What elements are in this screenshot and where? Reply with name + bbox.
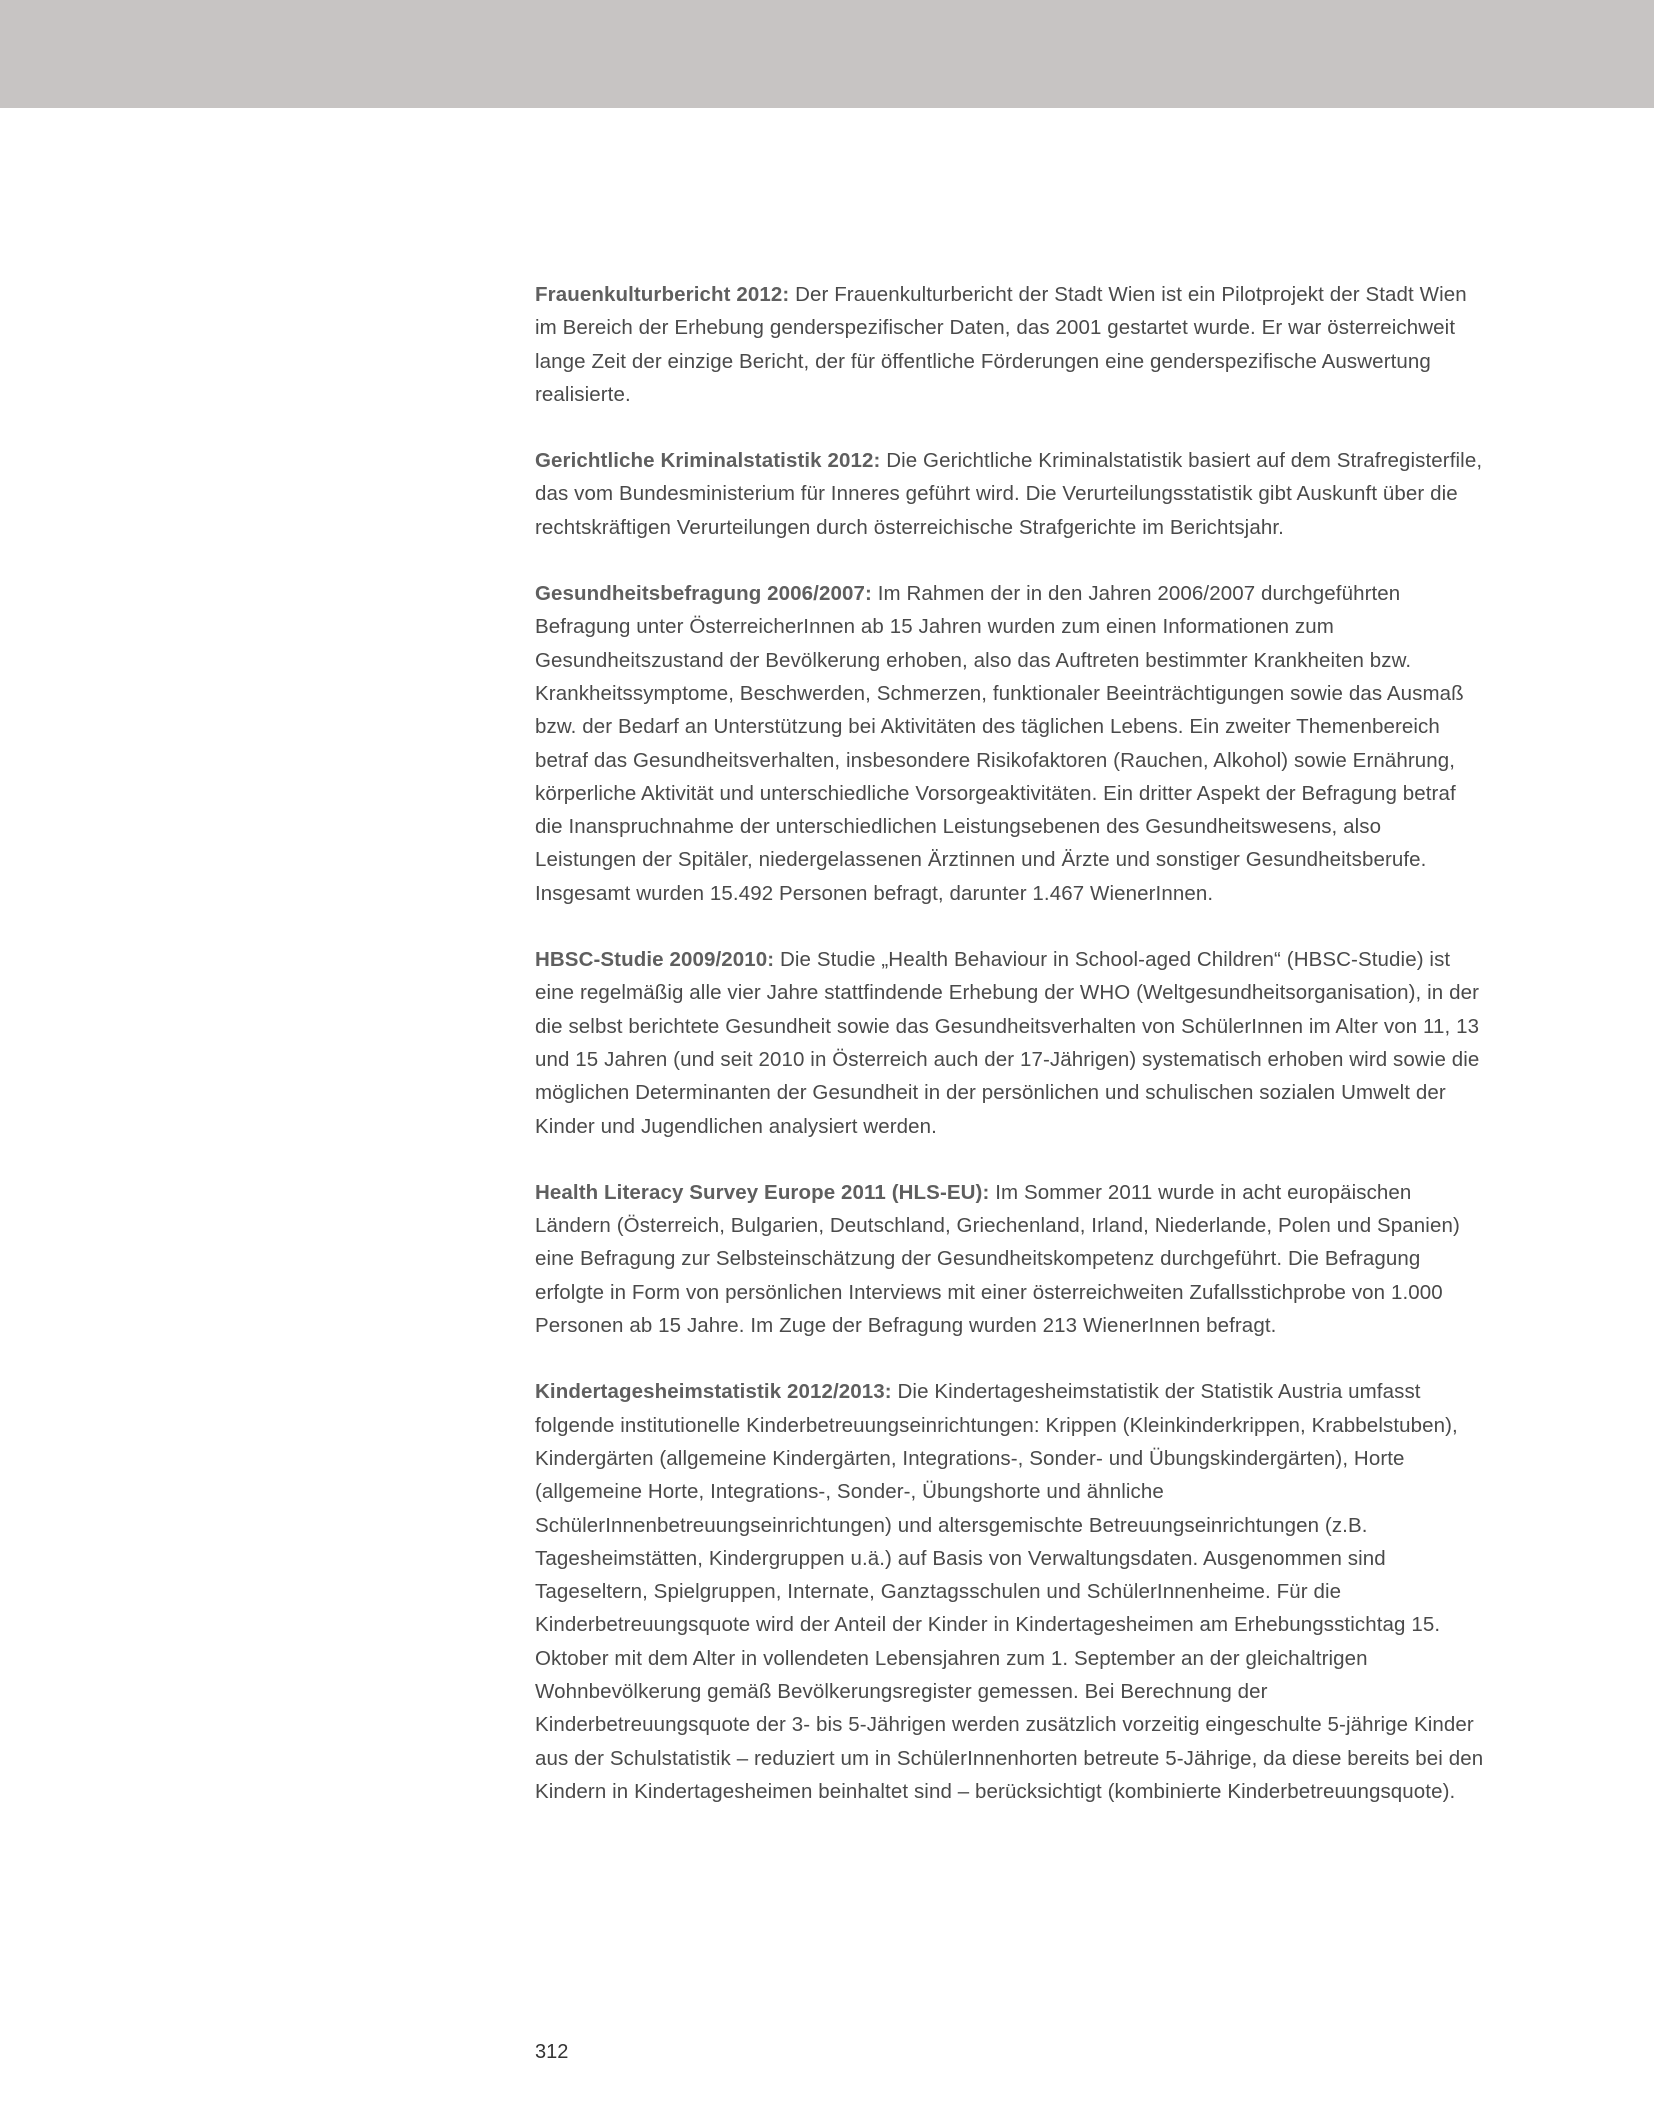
entry-term: Health Literacy Survey Europe 2011 (HLS-EU): (535, 1180, 990, 1204)
entry-text: Im Sommer 2011 wurde in acht europäischen Ländern (Österreich, Bulgarien, Deutschland, Griechenland, Irland, Niederlande, Polen und Spanien) eine Befragung zur Selbsteinschätzung der Gesundheitskompetenz durchgeführt. Die Befragung erfolgte in Form von persönlichen Interviews mit einer österreichweiten Zufallsstichprobe von 1.000 Personen ab 15 Jahre. Im Zuge der Befragung wurden 213 WienerInnen befragt. (535, 1180, 1460, 1338)
entry-term: HBSC-Studie 2009/2010: (535, 948, 775, 972)
page-number: 312 (535, 2041, 569, 2063)
header-band (0, 0, 1654, 108)
entry-text: Die Studie „Health Behaviour in School-aged Children“ (HBSC-Studie) ist eine regelmäßig alle vier Jahre stattfindende Erhebung der WHO (Weltgesundheitsorganisation), in der die selbst berichtete Gesundheit sowie das Gesundheitsverhalten von SchülerInnen im Alter von 11, 13 und 15 Jahren (und seit 2010 in Österreich auch der 17-Jährigen) systematisch erhoben wird sowie die möglichen Determinanten der Gesundheit in der persönlichen und schulischen sozialen Umwelt der Kinder und Jugendlichen analysiert werden. (535, 948, 1480, 1138)
entry-text: Im Rahmen der in den Jahren 2006/2007 durchgeführten Befragung unter ÖsterreicherInnen ab 15 Jahren wurden zum einen Informationen zum Gesundheitszustand der Bevölkerung erhoben, also das Auftreten bestimmter Krankheiten bzw. Krankheitssymptome, Beschwerden, Schmerzen, funktionaler Beeinträchtigungen sowie das Ausmaß bzw. der Bedarf an Unterstützung bei Aktivitäten des täglichen Lebens. Ein zweiter Themenbereich betraf das Gesundheitsverhalten, insbesondere Risikofaktoren (Rauchen, Alkohol) sowie Ernährung, körperliche Aktivität und unterschiedliche Vorsorgeaktivitäten. Ein dritter Aspekt der Befragung betraf die Inanspruchnahme der unterschiedlichen Leistungsebenen des Gesundheitswesens, also Leistungen der Spitäler, niedergelassenen Ärztinnen und Ärzte und sonstiger Gesundheitsberufe. Insgesamt wurden 15.492 Personen befragt, darunter 1.467 WienerInnen. (535, 582, 1464, 905)
entry-term: Frauenkulturbericht 2012: (535, 283, 790, 306)
entry-text: Der Frauenkulturbericht der Stadt Wien ist ein Pilotprojekt der Stadt Wien im Bereich der Erhebung genderspezifischer Daten, das 2001 gestartet wurde. Er war österreichweit lange Zeit der einzige Bericht, der für öffentliche Förderungen eine genderspezifische Auswertung realisierte. (535, 283, 1467, 406)
entry-gesundheitsbefragung (535, 577, 1485, 910)
entry-kindertagesheimstatistik (535, 1375, 1485, 1808)
entry-term: Kindertagesheimstatistik 2012/2013: (535, 1380, 892, 1404)
entry-frauenkulturbericht (535, 278, 1485, 411)
entry-term: Gerichtliche Kriminalstatistik 2012: (535, 449, 881, 473)
entry-term: Gesundheitsbefragung 2006/2007: (535, 582, 872, 606)
entry-kriminalstatistik (535, 444, 1485, 544)
glossary-content (535, 278, 1485, 1841)
entry-text: Die Kindertagesheimstatistik der Statistik Austria umfasst folgende institutionelle Kinderbetreuungseinrichtungen: Krippen (Kleinkinderkrippen, Krabbelstuben), Kindergärten (allgemeine Kindergärten, Integrations-, Sonder- und Übungskindergärten), Horte (allgemeine Horte, Integrations-, Sonder-, Übungshorte und ähnliche SchülerInnenbetreuungseinrichtungen) und altersgemischte Betreuungseinrichtungen (z.B. Tagesheimstätten, Kindergruppen u.ä.) auf Basis von Verwaltungsdaten. Ausgenommen sind Tageseltern, Spielgruppen, Internate, Ganztagsschulen und SchülerInnenheime. Für die Kinderbetreuungsquote wird der Anteil der Kinder in Kindertagesheimen am Erhebungsstichtag 15. Oktober mit dem Alter in vollendeten Lebensjahren zum 1. September an der gleichaltrigen Wohnbevölkerung gemäß Bevölkerungsregister gemessen. Bei Berechnung der Kinderbetreuungsquote der 3- bis 5-Jährigen werden zusätzlich vorzeitig eingeschulte 5-jährige Kinder aus der Schulstatistik – reduziert um in SchülerInnenhorten betreute 5-Jährige, da diese bereits bei den Kindern in Kindertagesheimen beinhaltet sind – berücksichtigt (kombinierte Kinderbetreuungsquote). (535, 1380, 1484, 1803)
entry-health-literacy-survey (535, 1176, 1485, 1342)
entry-hbsc-studie (535, 943, 1485, 1143)
entry-text: Die Gerichtliche Kriminalstatistik basiert auf dem Strafregisterfile, das vom Bundesministerium für Inneres geführt wird. Die Verurteilungsstatistik gibt Auskunft über die rechtskräftigen Verurteilungen durch österreichische Strafgerichte im Berichtsjahr. (535, 449, 1483, 539)
